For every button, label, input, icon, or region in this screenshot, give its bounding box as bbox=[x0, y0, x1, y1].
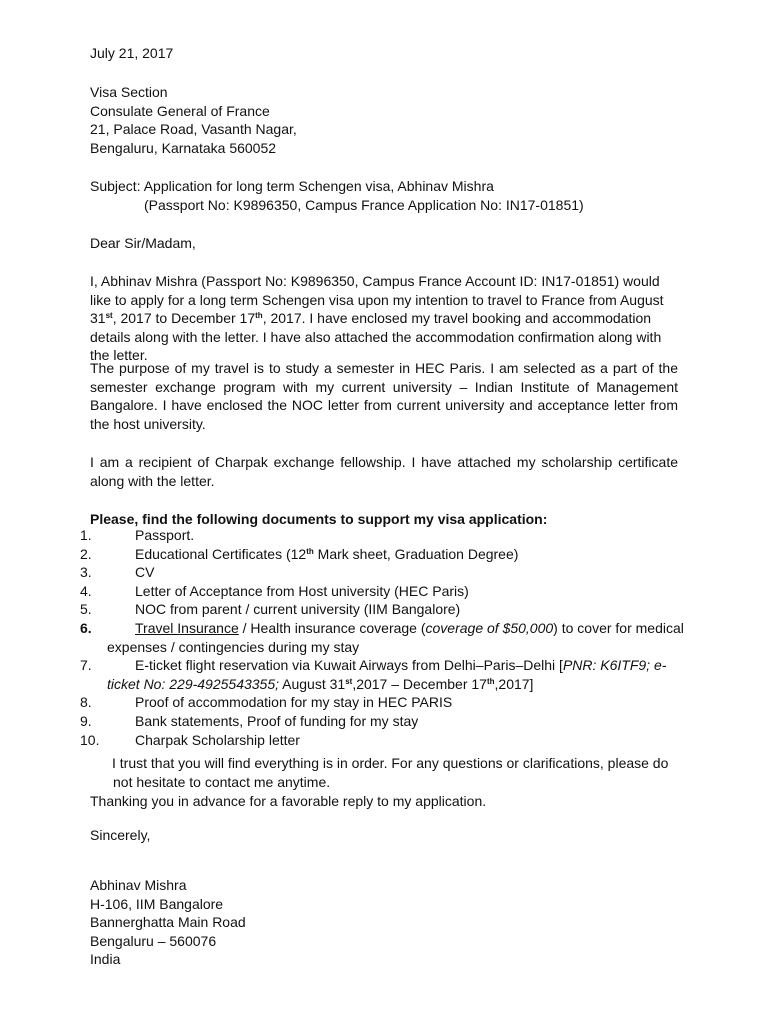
list-number: 10. bbox=[80, 731, 100, 748]
list-item-text: / Health insurance coverage ( bbox=[238, 619, 426, 636]
list-item bbox=[0, 619, 690, 656]
list-item-text: ) to cover for medical bbox=[553, 619, 684, 636]
closing-paragraph bbox=[112, 754, 692, 791]
closing-line: I trust that you will find everything is in order. For any questions or clarifications, please do bbox=[112, 755, 669, 771]
list-item-text: ,2017] bbox=[494, 675, 534, 692]
list-number: 2. bbox=[80, 545, 92, 562]
paragraph-intro bbox=[90, 272, 678, 365]
list-number: 8. bbox=[80, 694, 92, 711]
letter-date: July 21, 2017 bbox=[90, 45, 174, 61]
subject-line-2: (Passport No: K9896350, Campus France Application No: IN17-01851) bbox=[144, 196, 584, 213]
recipient-line: Visa Section bbox=[90, 84, 168, 100]
list-number: 4. bbox=[80, 582, 92, 599]
list-item-text: Educational Certificates (12 bbox=[135, 545, 307, 562]
thanks-line: Thanking you in advance for a favorable reply to my application. bbox=[90, 793, 487, 809]
recipient-line: Bengaluru, Karnataka 560052 bbox=[90, 139, 277, 156]
list-item-text: Mark sheet, Graduation Degree) bbox=[313, 545, 519, 562]
list-item bbox=[0, 656, 690, 693]
list-number: 5. bbox=[80, 601, 92, 618]
paragraph-fellowship: I am a recipient of Charpak exchange fellowship. I have attached my scholarship certificate along with the letter. bbox=[90, 454, 678, 489]
signoff: Sincerely, bbox=[90, 827, 151, 843]
list-heading: Please, find the following documents to support my visa application: bbox=[90, 511, 548, 527]
list-item-text: Travel Insurance bbox=[135, 619, 239, 636]
sender-address bbox=[90, 876, 678, 969]
list-item-continuation: expenses / contingencies during my stay bbox=[107, 638, 360, 655]
list-item-text: Charpak Scholarship letter bbox=[135, 731, 300, 748]
documents-list bbox=[0, 526, 690, 749]
sender-line: Bannerghatta Main Road bbox=[90, 914, 246, 931]
superscript: st bbox=[105, 311, 113, 321]
superscript: th bbox=[306, 546, 314, 556]
subject-line: Subject: Application for long term Schengen visa, Abhinav Mishra bbox=[90, 178, 494, 194]
list-item-text: Bank statements, Proof of funding for my stay bbox=[135, 712, 419, 729]
list-number: 1. bbox=[80, 527, 92, 543]
paragraph-text: , 2017 to December 17 bbox=[112, 310, 256, 327]
list-item-text: NOC from parent / current university (IIM Bangalore) bbox=[135, 601, 461, 618]
list-item-text: coverage of $50,000 bbox=[425, 619, 554, 636]
list-item-text: E-ticket flight reservation via Kuwait Airways from Delhi–Paris–Delhi [ bbox=[135, 657, 563, 674]
list-item-text: Proof of accommodation for my stay in HEC PARIS bbox=[135, 694, 453, 711]
list-item-text: Passport. bbox=[135, 527, 195, 543]
superscript: th bbox=[255, 311, 263, 321]
list-item bbox=[0, 563, 690, 582]
paragraph-purpose: The purpose of my travel is to study a semester in HEC Paris. I am selected as a part of the semester exchange program with my current university – Indian Institute of Management Bangalore. I have enclosed the NOC letter from current university and acceptance letter from the host university. bbox=[90, 360, 678, 432]
list-number: 6. bbox=[80, 619, 92, 636]
paragraph-text: , 2017. I have enclosed my travel booking and accommodation details along with the letter. I have also attached the accommodation confirmation along with the letter. bbox=[90, 310, 662, 364]
sender-line: India bbox=[90, 951, 121, 968]
list-item-text: CV bbox=[135, 564, 155, 581]
sender-line: H-106, IIM Bangalore bbox=[90, 895, 224, 912]
list-item bbox=[0, 600, 690, 619]
recipient-address bbox=[90, 83, 678, 157]
list-item-text: PNR: K6ITF9; e- bbox=[562, 657, 667, 674]
list-number: 9. bbox=[80, 712, 92, 729]
superscript: st bbox=[345, 676, 353, 686]
list-item bbox=[0, 545, 690, 564]
list-item bbox=[0, 582, 690, 601]
salutation: Dear Sir/Madam, bbox=[90, 235, 196, 251]
sender-line: Bengaluru – 560076 bbox=[90, 932, 217, 949]
closing-line: not hesitate to contact me anytime. bbox=[113, 773, 331, 790]
list-item bbox=[0, 526, 690, 545]
list-item-text: ,2017 – December 17 bbox=[352, 675, 487, 692]
list-number: 3. bbox=[80, 564, 92, 581]
list-item-continuation bbox=[0, 675, 690, 694]
list-item-text: August 31 bbox=[279, 675, 346, 692]
recipient-line: Consulate General of France bbox=[90, 102, 270, 119]
list-item-text: ticket No: 229-4925543355; bbox=[107, 675, 280, 692]
paragraph-text: I, Abhinav Mishra (Passport No: K9896350, Campus France Account ID: IN17-01851) would like to apply for a long term Schengen visa upon my intention to travel to France from August 31 bbox=[90, 273, 664, 327]
list-number: 7. bbox=[80, 657, 92, 674]
superscript: th bbox=[486, 676, 495, 686]
list-item bbox=[0, 693, 690, 712]
sender-line: Abhinav Mishra bbox=[90, 877, 187, 893]
list-item-text: Letter of Acceptance from Host university (HEC Paris) bbox=[135, 582, 469, 599]
list-item bbox=[0, 731, 690, 750]
subject bbox=[90, 177, 678, 214]
recipient-line: 21, Palace Road, Vasanth Nagar, bbox=[90, 121, 297, 138]
list-item bbox=[0, 712, 690, 731]
